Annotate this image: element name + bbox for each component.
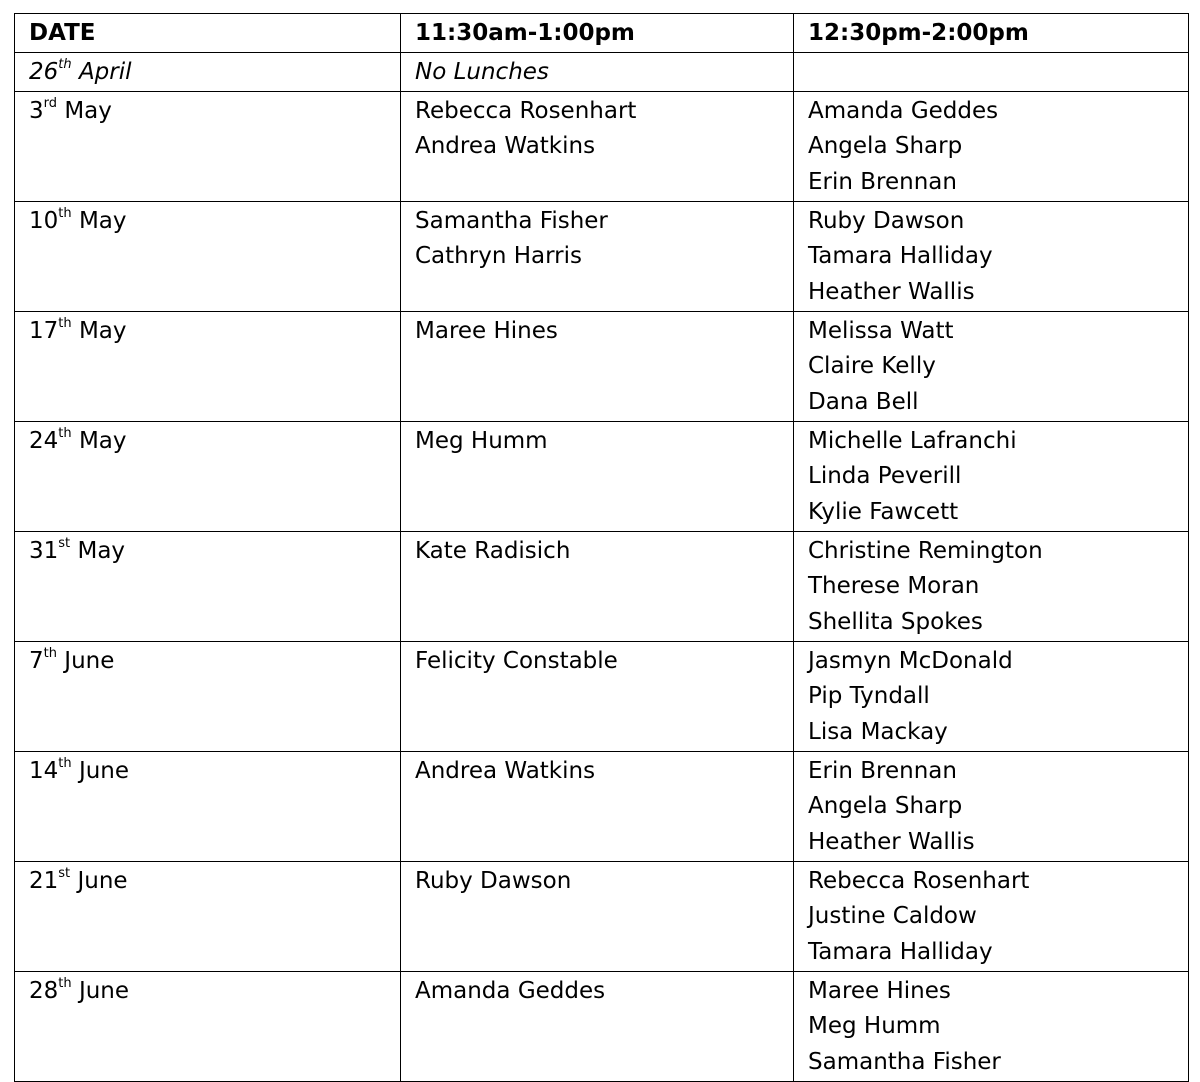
late-slot-cell — [794, 91, 1189, 201]
date-month: May — [77, 537, 126, 564]
volunteer-name: Kate Radisich — [415, 537, 571, 564]
table-row — [15, 53, 1189, 92]
late-slot-cell — [794, 201, 1189, 311]
date-cell — [15, 311, 401, 421]
date-ordinal-suffix: th — [58, 425, 72, 441]
volunteer-name: Andrea Watkins — [415, 133, 596, 159]
volunteer-name: Linda Peverill — [808, 463, 962, 489]
volunteer-name: Christine Remington — [808, 537, 1043, 564]
volunteer-name: Ruby Dawson — [415, 867, 572, 894]
date-ordinal-suffix: th — [58, 205, 72, 221]
date-day: 3 — [29, 97, 44, 124]
date-month: May — [78, 427, 127, 454]
volunteer-name: Justine Caldow — [808, 903, 977, 929]
date-ordinal-suffix: st — [58, 535, 71, 551]
late-slot-cell — [794, 861, 1189, 971]
late-slot-cell — [794, 421, 1189, 531]
volunteer-name: Angela Sharp — [808, 133, 963, 159]
table-header-row — [15, 14, 1189, 53]
date-month: June — [78, 977, 130, 1004]
volunteer-name: Cathryn Harris — [415, 243, 582, 269]
volunteer-name: Tamara Halliday — [808, 243, 993, 269]
early-slot-cell — [401, 311, 794, 421]
volunteer-name: Maree Hines — [808, 977, 951, 1004]
date-cell — [15, 751, 401, 861]
early-slot-cell — [401, 91, 794, 201]
late-slot-cell — [794, 311, 1189, 421]
late-slot-cell — [794, 971, 1189, 1081]
volunteer-name: Pip Tyndall — [808, 683, 930, 709]
late-slot-cell — [794, 531, 1189, 641]
table-row — [15, 531, 1189, 641]
early-slot-cell — [401, 421, 794, 531]
volunteer-name: Heather Wallis — [808, 828, 975, 855]
date-day: 26 — [29, 59, 59, 85]
volunteer-name: Erin Brennan — [808, 168, 957, 195]
late-slot-cell — [794, 751, 1189, 861]
date-ordinal-suffix: st — [58, 865, 71, 881]
table-row — [15, 201, 1189, 311]
date-cell — [15, 531, 401, 641]
date-cell — [15, 861, 401, 971]
volunteer-name: Lisa Mackay — [808, 718, 948, 745]
date-cell — [15, 641, 401, 751]
volunteer-name: Heather Wallis — [808, 278, 975, 305]
volunteer-name: Maree Hines — [415, 317, 558, 344]
date-cell — [15, 971, 401, 1081]
early-slot-column-header: 11:30am-1:00pm — [401, 14, 794, 53]
volunteer-name: Samantha Fisher — [808, 1048, 1001, 1075]
date-ordinal-suffix: rd — [43, 95, 58, 111]
date-month: June — [78, 757, 130, 784]
volunteer-name: Andrea Watkins — [415, 757, 596, 784]
date-cell — [15, 421, 401, 531]
early-slot-cell — [401, 751, 794, 861]
volunteer-name: Melissa Watt — [808, 317, 954, 344]
date-column-header: DATE — [15, 14, 401, 53]
volunteer-name: Rebecca Rosenhart — [808, 867, 1030, 894]
late-slot-cell — [794, 53, 1189, 92]
volunteer-name: Amanda Geddes — [415, 977, 606, 1004]
date-ordinal-suffix: th — [58, 57, 72, 73]
volunteer-name: Shellita Spokes — [808, 608, 983, 635]
volunteer-name: Amanda Geddes — [808, 97, 999, 124]
date-month: May — [78, 207, 127, 234]
early-slot-cell — [401, 641, 794, 751]
late-slot-column-header: 12:30pm-2:00pm — [794, 14, 1189, 53]
date-day: 24 — [29, 427, 59, 454]
volunteer-name: Kylie Fawcett — [808, 498, 959, 525]
volunteer-name: Dana Bell — [808, 388, 919, 415]
lunch-roster-table — [14, 13, 1189, 1082]
date-month: June — [64, 647, 115, 674]
date-ordinal-suffix: th — [58, 975, 72, 991]
volunteer-name: Therese Moran — [808, 573, 980, 599]
volunteer-name: Erin Brennan — [808, 757, 957, 784]
date-ordinal-suffix: th — [43, 645, 57, 661]
volunteer-name: Meg Humm — [808, 1013, 941, 1039]
table-row — [15, 971, 1189, 1081]
date-month: May — [78, 317, 127, 344]
date-cell — [15, 53, 401, 92]
table-row — [15, 861, 1189, 971]
volunteer-name: Samantha Fisher — [415, 207, 608, 234]
date-month: April — [78, 59, 132, 85]
date-day: 10 — [29, 207, 59, 234]
date-month: June — [77, 867, 128, 894]
early-slot-cell: No Lunches — [401, 53, 794, 92]
date-month: May — [64, 97, 112, 124]
volunteer-name: Meg Humm — [415, 427, 548, 454]
volunteer-name: Ruby Dawson — [808, 207, 965, 234]
volunteer-name: Tamara Halliday — [808, 938, 993, 965]
early-slot-cell — [401, 201, 794, 311]
table-row — [15, 421, 1189, 531]
date-ordinal-suffix: th — [58, 315, 72, 331]
early-slot-cell — [401, 861, 794, 971]
table-row — [15, 91, 1189, 201]
date-day: 28 — [29, 977, 59, 1004]
date-day: 17 — [29, 317, 59, 344]
volunteer-name: Michelle Lafranchi — [808, 427, 1017, 454]
volunteer-name: Jasmyn McDonald — [808, 647, 1013, 674]
volunteer-name: Rebecca Rosenhart — [415, 97, 637, 124]
date-cell — [15, 201, 401, 311]
volunteer-name: Felicity Constable — [415, 647, 618, 674]
volunteer-name: Claire Kelly — [808, 353, 936, 379]
date-ordinal-suffix: th — [58, 755, 72, 771]
date-day: 14 — [29, 757, 59, 784]
date-day: 7 — [29, 647, 44, 674]
date-day: 31 — [29, 537, 59, 564]
date-day: 21 — [29, 867, 59, 894]
table-row — [15, 311, 1189, 421]
volunteer-name: Angela Sharp — [808, 793, 963, 819]
table-row — [15, 641, 1189, 751]
early-slot-cell — [401, 531, 794, 641]
date-cell — [15, 91, 401, 201]
late-slot-cell — [794, 641, 1189, 751]
early-slot-cell — [401, 971, 794, 1081]
table-row — [15, 751, 1189, 861]
